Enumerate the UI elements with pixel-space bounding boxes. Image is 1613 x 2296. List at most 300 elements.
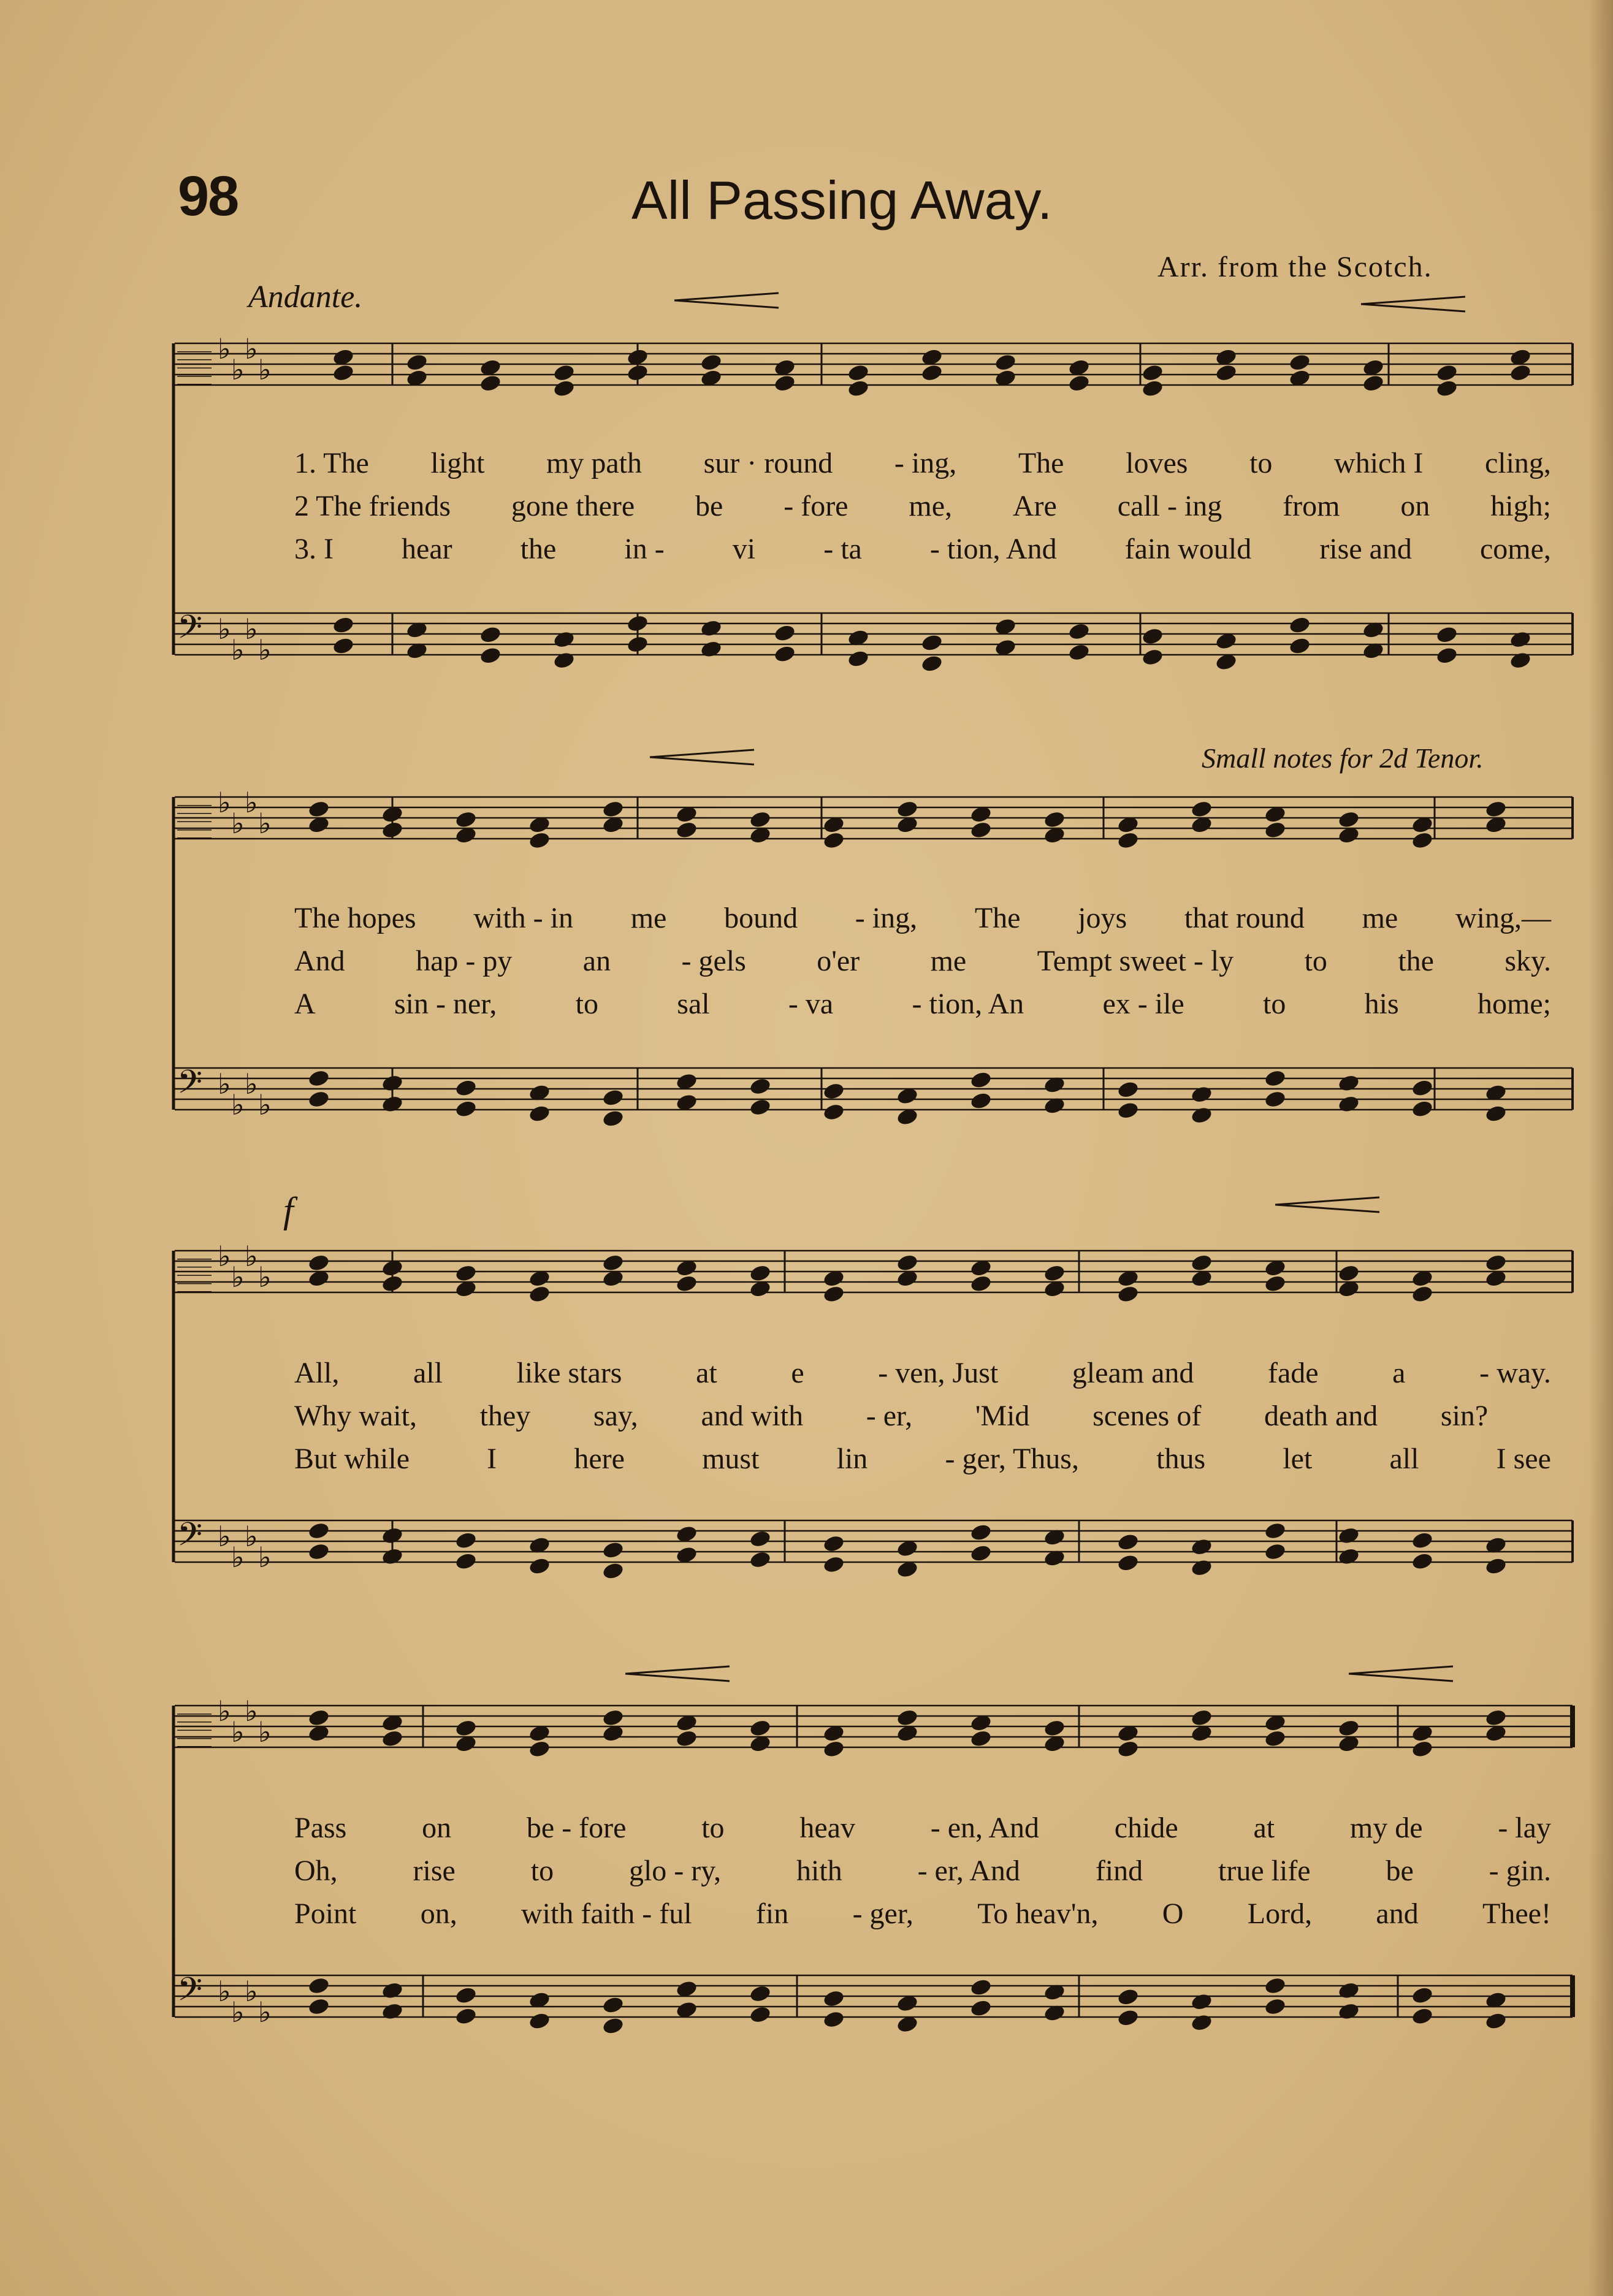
lyric-syllable: thus [1156,1443,1206,1475]
flat-sign: ♭ [218,1695,231,1728]
notehead [479,646,502,665]
notehead [307,1708,330,1728]
notehead [1411,2007,1434,2026]
lyric-syllable: Lord, [1247,1897,1313,1930]
lyric-syllable: bound [724,902,798,934]
lyric-syllable: must [702,1443,760,1475]
notehead [1288,616,1311,635]
notehead [1067,622,1091,641]
lyric-syllable: cling, [1484,447,1551,479]
notehead [822,831,845,850]
notehead [332,363,355,383]
hairpin-mark [1361,297,1465,311]
arranger-credit: Arr. from the Scotch. [1157,251,1433,283]
lyric-syllable: The hopes [294,902,416,934]
lyric-syllable: A [294,988,316,1020]
notehead [1190,1708,1213,1728]
flat-sign: ♭ [231,1261,245,1294]
notehead [1411,1284,1434,1304]
flat-sign: ♭ [245,1520,258,1553]
lyric-syllable: be [695,490,723,522]
lyric-syllable: true life [1218,1855,1311,1887]
lyric-syllable: But while [294,1443,410,1475]
notehead [601,2016,625,2036]
notehead [749,1077,772,1096]
lyric-syllable: - ger, Thus, [945,1443,1079,1475]
notehead [1264,820,1287,840]
notehead [307,799,330,819]
lyric-syllable: - er, And [917,1855,1020,1887]
lyric-syllable: light [430,447,485,479]
lyric-syllable: Pass [294,1812,347,1844]
lyric-line-s1-v1 [294,446,1551,480]
notehead [1190,1992,1213,2012]
flat-sign: ♭ [231,1088,245,1121]
lyric-syllable: o'er [817,945,860,977]
notehead [1411,1078,1434,1098]
lyric-syllable: Tempt sweet - ly [1037,945,1234,977]
flat-sign: ♭ [218,1067,231,1100]
lyric-syllable: - way. [1479,1357,1551,1389]
notehead [1264,1542,1287,1562]
notehead [1484,799,1508,819]
bass-clef-icon: 𝄢 [177,1064,203,1109]
notehead [1337,810,1360,830]
lyric-syllable: me [930,945,967,977]
notehead [405,353,429,372]
notehead [773,644,796,664]
lyric-syllable: sur · round [703,447,833,479]
notehead [675,1274,698,1294]
lyric-syllable: - fore [784,490,848,522]
lyric-syllable: rise [413,1855,456,1887]
notehead [381,1729,404,1749]
notehead [847,379,870,399]
lyric-syllable: at [1253,1812,1275,1844]
flat-sign: ♭ [258,633,272,666]
notehead [454,2007,478,2026]
flat-sign: ♭ [245,1695,258,1728]
notehead [552,630,576,649]
notehead [307,1253,330,1273]
notehead [1337,1718,1360,1738]
tempo-marking: Andante. [248,280,363,315]
lyric-syllable: 3. I [294,533,334,565]
notehead [1509,630,1532,649]
notehead [822,1739,845,1759]
lyric-syllable: wing,— [1455,902,1551,934]
notehead [969,1999,993,2018]
notehead [1067,643,1091,662]
notehead [454,1531,478,1550]
hairpin-mark [625,1666,730,1681]
notehead [1116,1080,1140,1099]
flat-sign: ♭ [258,807,272,840]
notehead [822,1284,845,1304]
notehead [1264,1089,1287,1109]
notehead [773,373,796,393]
lyric-syllable: that round [1184,902,1305,934]
lyric-syllable: - tion, An [912,988,1024,1020]
lyric-syllable: heav [799,1812,855,1844]
notehead [528,831,551,850]
notehead [1141,363,1164,383]
lyric-syllable: Point [294,1897,357,1930]
lyric-syllable: on [422,1812,452,1844]
notehead [1337,1981,1360,2000]
notehead [381,2002,404,2021]
lyric-syllable: say, [593,1400,638,1432]
notehead [454,1099,478,1119]
notehead [307,1521,330,1541]
notehead [1362,373,1385,393]
notehead [528,1284,551,1304]
lyric-line-s1-v2 [294,489,1551,523]
notehead [1043,810,1066,830]
lyric-syllable: here [574,1443,625,1475]
notehead [601,1996,625,2015]
lyric-syllable: 2 The friends [294,490,451,522]
notehead [1215,363,1238,383]
lyric-syllable: home; [1477,988,1551,1020]
notehead [1509,650,1532,670]
lyric-syllable: come, [1479,533,1551,565]
lyric-syllable: to [1304,945,1327,977]
lyric-syllable: they [479,1400,531,1432]
notehead [896,799,919,819]
lyric-syllable: I see [1496,1443,1551,1475]
lyric-syllable: glo - ry, [628,1855,722,1887]
notehead [454,1078,478,1098]
notehead [601,799,625,819]
lyric-syllable: death and [1264,1400,1378,1432]
lyric-syllable: e [791,1357,804,1389]
lyric-syllable: in - [624,533,665,565]
lyric-syllable: - er, [866,1400,913,1432]
lyric-syllable: me [1362,902,1398,934]
notehead [1411,1986,1434,2005]
hymn-title: All Passing Away. [631,170,1053,231]
lyric-syllable: And [294,945,345,977]
lyric-syllable: all [413,1357,443,1389]
notehead [1264,1729,1287,1749]
notehead [1116,1100,1140,1120]
lyric-line-s3-v1 [294,1356,1551,1390]
notehead [1116,2008,1140,2027]
notehead [307,1997,330,2016]
lyric-syllable: scenes of [1092,1400,1202,1432]
flat-sign: ♭ [245,1975,258,2008]
notehead [601,1562,625,1581]
notehead [307,1542,330,1562]
lyric-syllable: to [1263,988,1286,1020]
lyric-syllable: let [1283,1443,1313,1475]
notehead [1435,625,1459,644]
lyric-syllable: which I [1334,447,1424,479]
lyric-syllable: - tion, And [929,533,1057,565]
notehead [1337,2002,1360,2021]
notehead [700,639,723,659]
lyric-syllable: fade [1267,1357,1319,1389]
bass-clef-icon: 𝄢 [177,609,203,654]
lyric-syllable: chide [1114,1812,1178,1844]
notehead [1484,1253,1508,1273]
lyric-syllable: to [701,1812,725,1844]
lyric-syllable: fin [755,1897,789,1930]
lyric-syllable: - en, And [930,1812,1040,1844]
lyric-syllable: - ta [823,533,862,565]
notehead [1337,1094,1360,1114]
flat-sign: ♭ [245,1067,258,1100]
notehead [896,1253,919,1273]
notehead [675,1729,698,1749]
notehead [749,2005,772,2024]
lyric-syllable: hith [796,1855,842,1887]
notehead [552,650,576,670]
lyric-syllable: vi [732,533,756,565]
notehead [1141,379,1164,399]
notehead [822,1534,845,1554]
notehead [1484,1104,1508,1124]
flat-sign: ♭ [218,1975,231,2008]
lyric-syllable: with faith - ful [521,1897,692,1930]
notehead [1288,353,1311,372]
lyric-syllable: Thee! [1482,1897,1551,1930]
lyric-syllable: to [575,988,598,1020]
lyric-line-s2-v1 [294,901,1551,935]
dynamic-forte: f [283,1190,294,1230]
lyric-syllable: All, [294,1357,340,1389]
lyric-line-s1-v3 [294,532,1551,566]
notehead [454,810,478,830]
lyric-syllable: hear [402,533,452,565]
notehead [1264,1274,1287,1294]
notehead [1190,1105,1213,1125]
lyric-syllable: me, [909,490,952,522]
notehead [1509,363,1532,383]
notehead [381,1274,404,1294]
lyric-syllable: sin? [1440,1400,1489,1432]
notehead [381,1526,404,1546]
notehead [601,1088,625,1108]
notehead [1411,1099,1434,1119]
notehead [749,1097,772,1117]
notehead [1411,831,1434,850]
notehead [1190,799,1213,819]
lyric-syllable: my path [546,447,643,479]
lyric-syllable: high; [1490,490,1551,522]
lyric-syllable: an [582,945,611,977]
lyric-syllable: - gels [681,945,746,977]
flat-sign: ♭ [258,1996,272,2029]
notehead [601,1253,625,1273]
notehead [749,810,772,830]
notehead [920,363,944,383]
notehead [700,619,723,638]
notehead [969,1523,993,1543]
notehead [1190,2013,1213,2032]
notehead [700,353,723,372]
lyric-syllable: to [530,1855,554,1887]
page-number: 98 [178,165,238,227]
lyric-syllable: loves [1126,447,1188,479]
notehead [601,1109,625,1129]
lyric-syllable: his [1364,988,1399,1020]
notehead [749,1550,772,1569]
hairpin-mark [1275,1197,1379,1212]
notehead [1190,1253,1213,1273]
lyric-syllable: hap - py [416,945,513,977]
lyric-syllable: 'Mid [975,1400,1030,1432]
notehead [454,1552,478,1571]
notehead [994,353,1017,372]
notehead [1116,1553,1140,1573]
notehead [1337,1074,1360,1093]
flat-sign: ♭ [231,633,245,666]
notehead [1411,1739,1434,1759]
notehead [749,1264,772,1283]
lyric-syllable: O [1162,1897,1184,1930]
flat-sign: ♭ [231,807,245,840]
notehead [1264,1521,1287,1541]
treble-clef-icon: 𝄚 [177,798,212,848]
notehead [332,616,355,635]
lyric-line-s4-v2 [294,1854,1551,1888]
notehead [1116,1532,1140,1552]
lyric-syllable: the [1398,945,1434,977]
notehead [479,625,502,644]
notehead [1264,1069,1287,1088]
notehead [1288,636,1311,656]
notehead [1337,1547,1360,1566]
lyric-syllable: Are [1012,490,1057,522]
lyric-syllable: be [1386,1855,1414,1887]
lyric-line-s3-v2 [294,1399,1551,1433]
notehead [381,1074,404,1093]
flat-sign: ♭ [245,786,258,819]
flat-sign: ♭ [231,353,245,386]
notehead [307,1069,330,1088]
notehead [1264,1976,1287,1996]
notehead [307,1089,330,1109]
notehead [969,1729,993,1749]
notehead [1264,1997,1287,2016]
lyric-syllable: rise and [1319,533,1412,565]
lyric-syllable: Oh, [294,1855,338,1887]
lyric-syllable: on, [420,1897,457,1930]
notehead [969,1091,993,1111]
notehead [822,1081,845,1101]
notehead [847,649,870,669]
notehead [969,1544,993,1563]
notehead [749,1984,772,2004]
notehead [1337,1526,1360,1546]
lyric-syllable: the [520,533,557,565]
flat-sign: ♭ [245,612,258,646]
notehead [969,1978,993,1997]
lyric-syllable: with - in [473,902,573,934]
lyric-syllable: The [974,902,1021,934]
notehead [1141,647,1164,667]
notehead [454,1986,478,2005]
notehead [1190,1085,1213,1104]
lyric-syllable: at [696,1357,717,1389]
bass-clef-icon: 𝄢 [177,1971,203,2016]
notehead [675,820,698,840]
notehead [1190,1558,1213,1577]
notehead [1435,363,1459,383]
flat-sign: ♭ [258,1541,272,1574]
notehead [1067,373,1091,393]
lyric-syllable: my de [1349,1812,1423,1844]
notehead [381,820,404,840]
notehead [920,633,944,653]
lyric-syllable: me [630,902,667,934]
notehead [896,1708,919,1728]
notehead [1141,627,1164,646]
lyric-syllable: and [1376,1897,1419,1930]
notehead [749,1718,772,1738]
lyric-syllable: like stars [516,1357,622,1389]
lyric-syllable: all [1389,1443,1419,1475]
notehead [822,1555,845,1574]
notehead [381,1547,404,1566]
notehead [528,1739,551,1759]
notehead [1411,1531,1434,1550]
lyric-syllable: - ger, [852,1897,913,1930]
notehead [552,379,576,399]
lyric-syllable: from [1283,490,1340,522]
notehead [1116,1987,1140,2007]
flat-sign: ♭ [245,332,258,365]
lyric-syllable: and with [701,1400,804,1432]
lyric-syllable: To heav'n, [977,1897,1099,1930]
lyric-syllable: ex - ile [1102,988,1184,1020]
treble-clef-icon: 𝄚 [177,1251,212,1302]
flat-sign: ♭ [258,1261,272,1294]
notehead [1043,1264,1066,1283]
lyric-syllable: The [1018,447,1064,479]
flat-sign: ♭ [245,1240,258,1273]
notehead [626,635,649,654]
lyric-syllable: call - ing [1117,490,1222,522]
lyric-syllable: sal [677,988,710,1020]
notehead [822,2010,845,2029]
hairpin-mark [674,293,779,308]
lyric-syllable: I [487,1443,497,1475]
lyric-syllable: gleam and [1072,1357,1194,1389]
lyric-syllable: fain would [1124,533,1252,565]
notehead [601,1708,625,1728]
notehead [381,1981,404,2000]
lyric-syllable: find [1095,1855,1143,1887]
lyric-line-s4-v3 [294,1897,1551,1931]
flat-sign: ♭ [258,1715,272,1749]
notehead [1411,1552,1434,1571]
notehead [1043,1718,1066,1738]
notehead [528,1104,551,1124]
notehead [332,636,355,656]
notehead [626,363,649,383]
lyric-syllable: - gin. [1489,1855,1551,1887]
lyric-syllable: to [1249,447,1273,479]
flat-sign: ♭ [258,1088,272,1121]
lyric-syllable: joys [1078,902,1127,934]
lyric-syllable: Why wait, [294,1400,417,1432]
lyric-syllable: on [1400,490,1430,522]
lyric-syllable: sky. [1504,945,1551,977]
flat-sign: ♭ [231,1996,245,2029]
